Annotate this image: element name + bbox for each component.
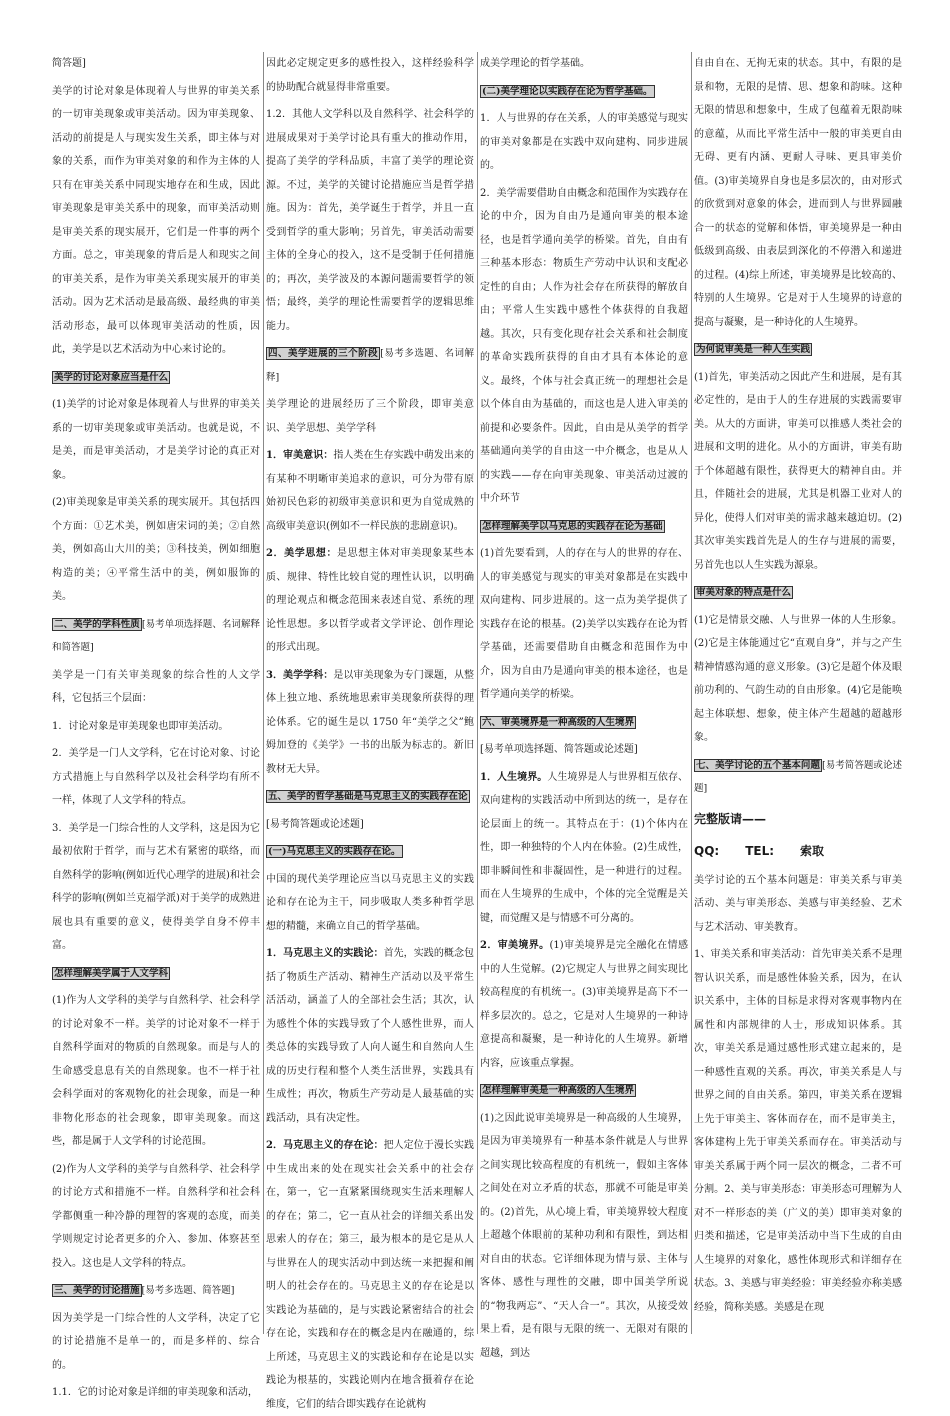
paragraph	[266, 444, 474, 538]
paragraph	[480, 182, 688, 511]
paragraph	[52, 817, 260, 958]
section-heading-line	[694, 581, 902, 605]
term-label: 1．审美意识：	[266, 450, 334, 461]
section-heading: 五、美学的哲学基础是马克思主义的实践存在论	[268, 791, 468, 802]
paragraph	[266, 813, 474, 837]
paragraph	[480, 934, 688, 1075]
body-text: 是以审美现象为专门课题，从整体上独立地、系统地思索审美现象所获得的理论体系。它的诞生是以 1750 年“美学之父”鲍姆加登的《美学》一书的出版为标志的。新旧教材无大异。	[266, 669, 474, 775]
body-text: 中国的现代美学理论应当以马克思主义的实践论和存在论为主干，同步吸取人类多种哲学思想的精髓，来确立自己的哲学基础。	[266, 873, 474, 932]
body-text: (1)首先要看到，人的存在与人的世界的存在、人的审美感觉与现实的审美对象都是在实践中双向建构、同步进展的。这一点为美学提供了实践存在论的根基。(2)美学以实践存在论为哲学基础，还需要借助自由概念和范围作为中介，因为自由乃是通向审美的根本途径，也是哲学通向美学的桥梁。	[480, 548, 688, 700]
term-label: 2．马克思主义的存在论：	[266, 1140, 384, 1151]
text-column-4	[694, 52, 902, 1334]
section-heading: 二、美学的学科性质	[54, 618, 140, 630]
section-heading-line	[480, 515, 688, 539]
section-heading: 为何说审美是一种人生实践	[696, 344, 811, 355]
paragraph	[266, 103, 474, 338]
paragraph	[266, 393, 474, 440]
body-text: 是思想主体对审美现象某些本质、规律、特性比较自觉的理性认识，以明确的理论观点和概念范围来表述自觉、系统的理论性思想。多以哲学或者文学评论、创作理论的形式出现。	[266, 548, 474, 653]
body-text: 1、审美关系和审美活动：首先审美关系不是理智认识关系，而是感性体验关系，因为，在认识关系中，主体的目标是求得对客观事物内在属性和内部规律的人士，形成知识体系。其次，审美关系是通过感性形式建立起来的，是一种感性直观的关系。再次，审美关系是人与世界之间的自由关系。第四，审美关系在逻辑上先于审美主、客体而存在，而不是审美主，客体建构上先于审美关系而存在。审美活动与审美关系属于两个同一层次的概念，二者不可分割。2、美与审美形态：审美形态可理解为人对不一样形态的美（广义的美）即审美对象的归类和描述，它是审美活动中当下生成的自由人生境界的对象化，感性体现形式和详细存在状态。3、美感与审美经验：审美经验亦称美感经验，简称美感。美感是在现	[694, 949, 902, 1313]
paragraph	[694, 609, 902, 750]
paragraph	[694, 943, 902, 1319]
body-text: 1.1．它的讨论对象是详细的审美现象和活动，	[52, 1387, 258, 1398]
exam-note: [易考多选题、简答题]	[141, 1285, 235, 1296]
body-text: (2)作为人文学科的美学与自然科学、社会科学的讨论方式和措施不一样。自然科学和社会科学都侧重一种冷静的理智的客观的态度，而美学则规定讨论者更多的介入、参加、体察甚至投入。这也是人文学科的特点。	[52, 1163, 260, 1269]
full-version-notice: 完整版请——	[694, 811, 767, 826]
paragraph	[52, 52, 260, 76]
paragraph	[52, 491, 260, 609]
section-heading: (一)马克思主义的实践存在论。	[268, 846, 401, 857]
body-text: 美学是一门有关审美现象的综合性的人文学科，它包括三个层面：	[52, 669, 260, 704]
section-heading-line	[266, 840, 474, 864]
paragraph	[266, 942, 474, 1130]
section-heading: 审美对象的特点是什么	[696, 587, 792, 598]
section-heading-line	[52, 366, 260, 390]
paragraph	[480, 1107, 688, 1366]
text-column-2	[266, 52, 474, 1410]
body-text: 把人定位于漫长实践中生成出来的处在现实社会关系中的社会存在，第一，它一直紧紧围绕现实生活来理解人的存在；第二，它一直从社会的详细关系出发思索人的存在；第三，最为根本的是它是从人与世界在人的现实活动中到达统一来把握和阐明人的社会存在的。马克思主义的存在论是以实践论为基础的，是与实践论紧密结合的社会存在论，实践和存在的概念是内在融通的，综上所述，马克思主义的实践论和存在论是以实践论为根基的，实践论则内在地含摄着存在论维度，它们的结合即实践存在论就构	[266, 1140, 474, 1410]
section-heading-line	[266, 342, 474, 389]
body-text: 成美学理论的哲学基础。	[480, 58, 590, 69]
section-heading: 怎样理解审美是一种高级的人生境界	[482, 1085, 635, 1096]
body-text: 1．讨论对象是审美现象也即审美活动。	[52, 720, 229, 732]
body-text: (1)首先，审美活动之因此产生和进展，是有其必定性的，是由于人的生存进展的实践需要审美。从大的方面讲，审美可以推感人类社会的进展和文明的进化。从小的方面讲，审美有助于个体超越有限性，获得更大的精神自由。并且，伴随社会的进展，尤其是机器工业对人的异化，使得人们对审美的需求越来越迫切。(2)其次审美实践首先是人的生存与进展的需要，另首先也以人生实践为源泉。	[694, 371, 902, 571]
text-column-1	[52, 52, 260, 1398]
body-text: 指人类在生存实践中萌发出来的有某种不明晰审美追求的意识，可分为带有原始初民色彩的初级审美意识和更为自觉成熟的高级审美意识(例如不一样民族的悲剧意识)。	[266, 450, 474, 532]
body-text: 自由自在、无拘无束的状态。其中，有限的是景和物，无限的是情、思、想象和韵味。这种无限的情思和想象中，生成了包蕴着无限韵味的意蕴，从而比平常生活中一般的审美更自由无碍、更有内涵、更耐人寻味、更具审美价值。(3)审美境界自身也是多层次的，由对形式的欣赏到对意象的体会，进而到人与世界圆融合一的状态的觉解和体悟，审美境界是一种由低级到高级、由表层到深化的不停潜入和递进的过程。(4)综上所述，审美境界是比较高的、特别的人生境界。它是对于人生境界的诗意的提高与凝聚，是一种诗化的人生境界。	[694, 58, 902, 328]
section-heading: (二)美学理论以实践存在论为哲学基础。	[482, 85, 653, 97]
tel-label: TEL:	[745, 843, 775, 858]
body-text: (1)作为人文学科的美学与自然科学、社会科学的讨论对象不一样。美学的讨论对象不一样于自然科学面对的物质的自然现象。而是与人的生命感受息息有关的自然现象。也不一样于社会科学面对的客观物化的社会现象，而是一种非物化形态的社会现象，即审美现象。而这些，都是属于人文学科的讨论范围。	[52, 995, 260, 1147]
term-label: 2．审美境界。	[480, 940, 550, 951]
section-heading-line	[52, 962, 260, 986]
body-text: [易考简答题或论述题]	[266, 818, 364, 830]
section-heading: 六、审美境界是一种高级的人生境界	[482, 716, 635, 728]
body-text: 2．美学是一门人文学科，它在讨论对象、讨论方式措施上与自然科学以及社会科学均有所不一样，体现了人文学科的特点。	[52, 748, 260, 806]
body-text: (1)美学的讨论对象是体现着人与世界的审美关系的一切审美现象或审美活动。也就是说，不是美，而是审美活动，才是美学讨论的真正对象。	[52, 399, 260, 481]
body-text: 因此必定规定更多的感性投入，这样经验科学的协助配合就显得非常重要。	[266, 58, 474, 93]
body-text: 3．美学是一门综合性的人文学科，这是因为它最初依附于哲学，而与艺术有紧密的联络，而自然科学的影响(例如近代心理学的进展)和社会科学的影响(例如兰克福学派)对于美学的成熟进展也具有重要的意义，使得美学自身不停丰富。	[52, 822, 260, 951]
paragraph	[52, 1158, 260, 1276]
term-label: 3．美学学科：	[266, 669, 334, 681]
paragraph	[480, 542, 688, 707]
section-heading: 怎样理解美学属于人文学科	[54, 967, 169, 979]
section-heading-line	[52, 613, 260, 660]
body-text: (1)审美境界是完全融化在情感中的人生觉解。(2)它规定人与世界之间实现比较高程度的有机统一。(3)审美境界是高下不一样多层次的。总之，它是对人生境界的一种诗意提高和凝聚，是一种诗化的人生境界。新增内容，应该重点掌握。	[480, 940, 688, 1069]
body-text: (2)审美现象是审美关系的现实展开。其包括四个方面：①艺术美，例如唐宋词的美；②自然美，例如高山大川的美；③科技美，例如细胞构造的美；④平常生活中的美，例如服饰的美。	[52, 497, 260, 602]
exam-note: [易考多选题、名词解释]	[266, 348, 474, 383]
section-heading-line	[480, 80, 688, 104]
section-heading: 美学的讨论对象应当是什么	[54, 371, 169, 383]
paragraph	[480, 52, 688, 76]
term-label: 1．人生境界。	[480, 771, 548, 783]
section-heading: 三、美学的讨论措施	[54, 1285, 140, 1296]
paragraph	[52, 742, 260, 813]
section-heading-line	[480, 711, 688, 735]
body-text: (1)它是情景交融、人与世界一体的人生形象。(2)它是主体能通过它“直观自身”，并与之产生精神情感沟通的意义形象。(3)它是超个体及眼前功利的、气韵生动的自由形象。(4)它是能唤起主体联想、想象，使主体产生超越的超越形象。	[694, 614, 902, 743]
paragraph	[694, 805, 902, 833]
section-heading: 四、美学进展的三个阶段	[268, 348, 379, 359]
text-column-3	[480, 52, 688, 1359]
section-heading: 七、美学讨论的五个基本问题	[696, 759, 820, 771]
paragraph	[266, 1134, 474, 1416]
paragraph	[266, 542, 474, 660]
paragraph	[266, 52, 474, 99]
section-heading-line	[266, 785, 474, 809]
qq-label: QQ:	[694, 843, 720, 858]
body-text: 简答题]	[52, 58, 86, 69]
paragraph	[480, 107, 688, 178]
section-heading-line	[52, 1279, 260, 1303]
term-label: 1．马克思主义的实践论：	[266, 948, 384, 959]
section-heading-line	[694, 754, 902, 801]
paragraph	[694, 366, 902, 578]
paragraph	[52, 989, 260, 1154]
exam-note: [易考简答题或论述题]	[694, 759, 902, 794]
body-text: 1.2．其他人文学科以及自然科学、社会科学的进展成果对于美学讨论具有重大的推动作用，提高了美学的学科品质，丰富了美学的理论资源。不过，美学的关键讨论措施应当是哲学措施。因为：首先，美学诞生于哲学，并且一直受到哲学的重大影响；另首先，审美活动需要主体的全身心的投入，这不是受制于任何措施的；再次，美学波及的本源问题需要哲学的领悟；最终，美学的理论性需要哲学的逻辑思维能力。	[266, 109, 474, 332]
exam-note: [易考单项选择题、名词解释和简答题]	[52, 618, 260, 653]
paragraph	[480, 766, 688, 931]
section-heading: 怎样理解美学以马克思的实践存在论为基础	[482, 520, 663, 532]
paragraph	[266, 664, 474, 782]
document-page	[52, 52, 902, 1410]
paragraph	[52, 664, 260, 711]
body-text: 1．人与世界的存在关系，人的审美感觉与现实的审美对象都是在实践中双向建构、同步进展的。	[480, 113, 688, 171]
body-text: 人生境界是人与世界相互依存、双向建构的实践活动中所到达的统一，是存在论层面上的统一。其特点在于：(1)个体内在性，即一种独特的个人内在体验。(2)生成性，即非瞬间性和非凝固性，是一种进行的过程。而在人生境界的生成中，个体的完全觉醒是关键，而觉醒又是与情感不可分离的。	[480, 771, 688, 924]
term-label: 2．美学思想：	[266, 548, 338, 559]
paragraph	[52, 1381, 260, 1405]
body-text: 因为美学是一门综合性的人文学科，决定了它的讨论措施不是单一的，而是多样的、综合的。	[52, 1312, 260, 1371]
body-text: 美学理论的进展经历了三个阶段，即审美意识、美学思想、美学学科	[266, 399, 474, 434]
paragraph	[52, 1307, 260, 1378]
body-text: (1)之因此说审美境界是一种高级的人生境界，是因为审美境界有一种基本条件就是人与世界之间实现比较高程度的有机统一，假如主客体之间处在对立矛盾的状态，那就不可能是审美的。(2)首先，从心境上看，审美境界较大程度上超越个体眼前的某种功利和有限性，到达相对自由的状态。它详细体现为情与景、主体与客体、感性与理性的交融，即中国美学所说的“物我两忘”、“天人合一”。其次，从接受效果上看，是有限与无限的统一、无限对有限的超越，到达	[480, 1112, 688, 1359]
body-text: [易考单项选择题、简答题或论述题]	[480, 744, 638, 755]
paragraph	[52, 393, 260, 487]
body-text: 首先，实践的概念包括了物质生产活动、精神生产活动以及平常生活活动，涵盖了人的全部社会生活；其次，认为感性个体的实践导致了个人感性世界，而人类总体的实践导致了人向人诞生和自然向人生成的历史行程和整个人类生活世界，实践具有生成性；再次，物质生产劳动是人最基础的实践活动，具有决定性。	[266, 948, 474, 1124]
paragraph	[694, 52, 902, 334]
body-text: 美学讨论的五个基本问题是：审美关系与审美活动、美与审美形态、美感与审美经验、艺术与艺术活动、审美教育。	[694, 874, 902, 933]
body-text: 2．美学需要借助自由概念和范围作为实践存在论的中介，因为自由乃是通向审美的根本途径，也是哲学通向美学的桥梁。首先，自由有三种基本形态：物质生产劳动中认识和支配必定性的自由；人作为社会存在所获得的解放自由；平常人生实践中感性个体获得的自我超越。其次，只有变化现存社会关系和社会制度的革命实践所获得的自由才具有本体论的意义。最终，个体与社会真正统一的理想社会是以个体自由为基础的，而这也是人进入审美的前提和必要条件。因此，自由是从美学的哲学基础通向美学的自由这一中介概念，也是从人的实践——存在向审美现象、审美活动过渡的中介环节	[480, 187, 688, 504]
body-text: 美学的讨论对象是体现着人与世界的审美关系的一切审美现象或审美活动。因为审美现象、活动的前提是人与现实发生关系，即主体与对象的关系，而作为审美对象的和作为主体的人只有在审美关系中同现实地存在和生成，因此审美现象是审美关系中的现象，而审美活动则是审美关系的现实展开，它们是一件事的两个方面。总之，审美现象的背后是人和现实之间的审美关系，是作为审美关系现实展开的审美活动。因为艺术活动是最高级、最经典的审美活动形态，最可以体现审美活动的性质，因此，美学是以艺术活动为中心来讨论的。	[52, 85, 260, 355]
section-heading-line	[694, 338, 902, 362]
paragraph	[52, 715, 260, 739]
paragraph	[52, 80, 260, 362]
paragraph	[266, 868, 474, 939]
request-label: 索取	[800, 843, 825, 858]
contact-line	[694, 837, 902, 865]
paragraph	[480, 738, 688, 762]
paragraph	[694, 869, 902, 940]
section-heading-line	[480, 1079, 688, 1103]
